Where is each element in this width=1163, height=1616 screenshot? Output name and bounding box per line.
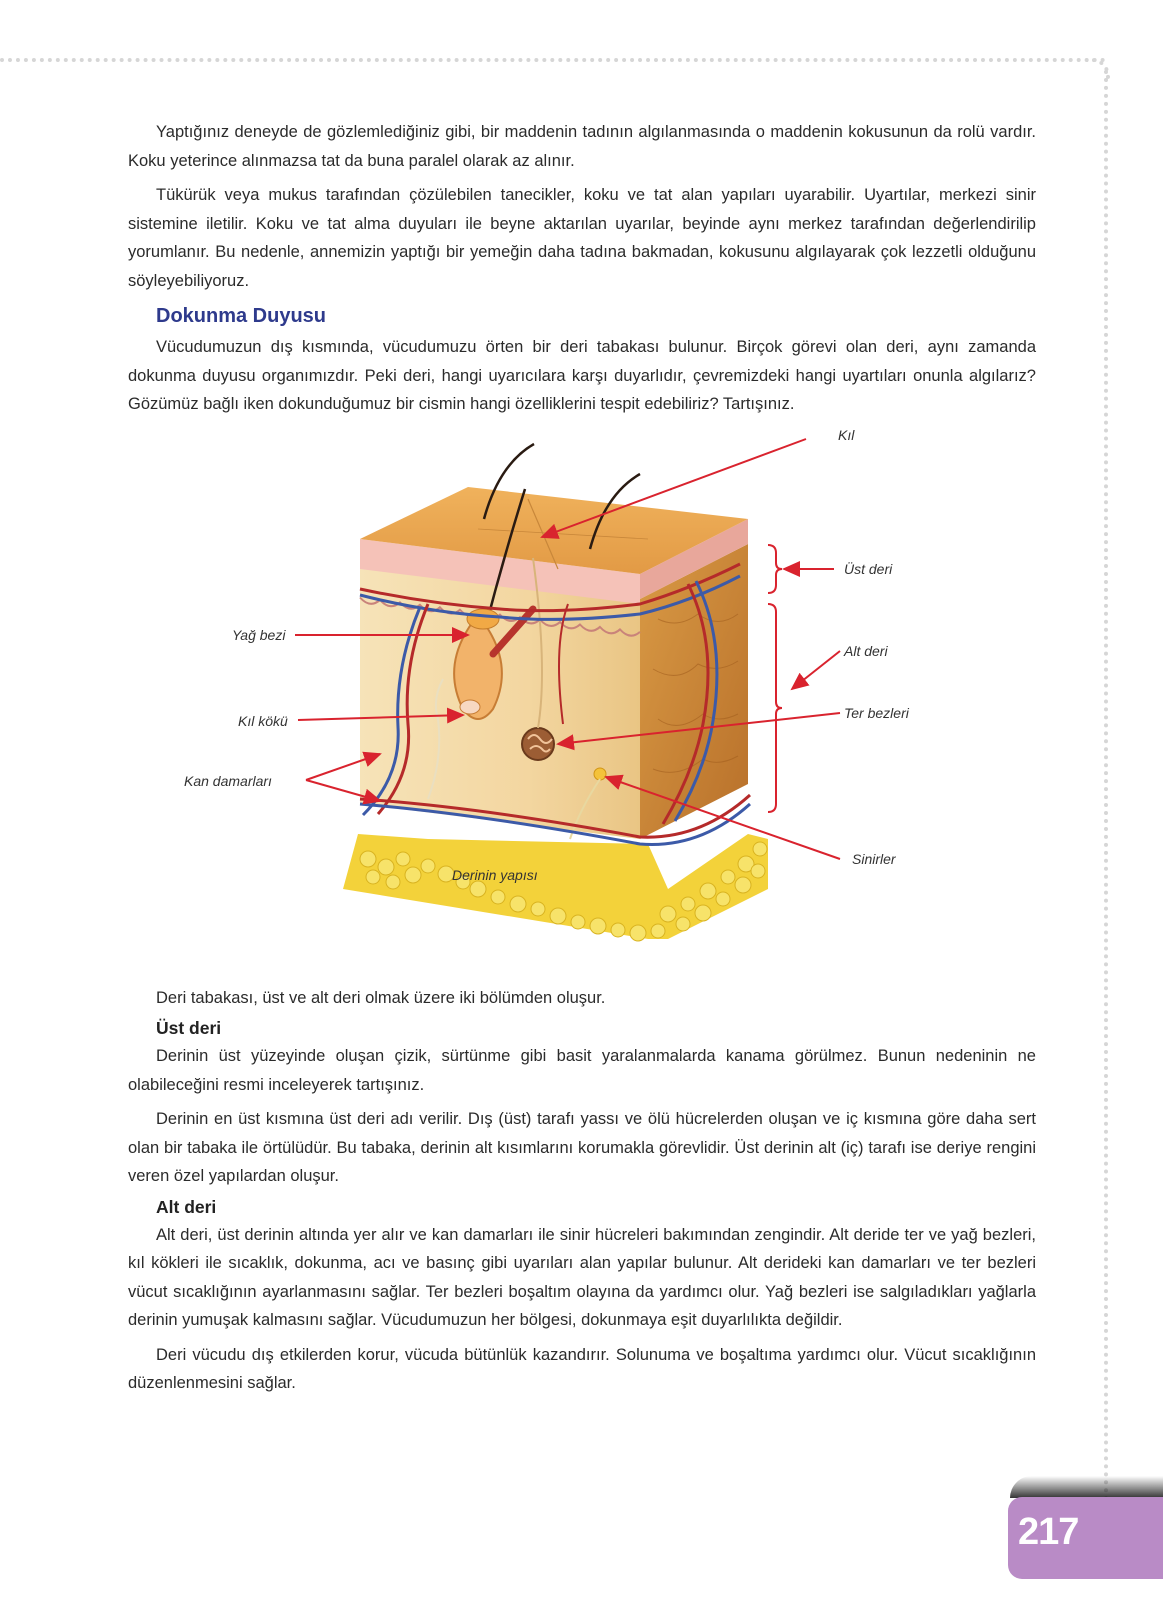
paragraph-stimuli: Tükürük veya mukus tarafından çözülebilen tanecikler, koku ve tat alan yapıları uyarabilir. Uyartılar, merkezi sinir sistemine iletilir. Koku ve tat alma duyuları ile beyne aktarılan uyarılar, beyinde aynı merkez tarafından değerlendirilip yorumlanır. Bu nedenle, annemizin yaptığı bir yemeğin daha tadına bakmadan, kokusunu algılayarak çok lezzetli olduğunu söyleyebiliyoruz.: [128, 186, 1036, 290]
nerve-ending: [594, 768, 606, 780]
page-tab-shadow: [1010, 1476, 1163, 1498]
arrow-alt-deri: [792, 651, 840, 689]
skin-structure-figure: [128, 419, 1036, 984]
page-content: [128, 118, 1036, 1398]
subheading-alt-deri: Alt deri: [156, 1196, 217, 1217]
label-kil: Kıl: [838, 426, 855, 443]
paragraph-two-layers: Deri tabakası, üst ve alt deri olmak üzere iki bölümden oluşur.: [156, 988, 606, 1007]
label-kil-koku: Kıl kökü: [238, 712, 288, 729]
paragraph-dokunma: Vücudumuzun dış kısmında, vücudumuzu örten bir deri tabakası bulunur. Birçok görevi olan deri, aynı zamanda dokunma duyusu organımızdır. Peki deri, hangi uyarıcılara karşı duyarlıdır, çevremizdeki hangi uyartıları onunla algılarız? Gözümüz bağlı iken dokunduğumuz bir cismin hangi özelliklerini tespit edebiliriz? Tartışınız.: [128, 338, 1036, 413]
figure-caption: Derinin yapısı: [452, 866, 538, 883]
paragraph-taste-smell: Yaptığınız deneyde de gözlemlediğiniz gibi, bir maddenin tadının algılanmasında o maddenin kokusunun da rolü vardır. Koku yeterince alınmazsa tat da buna paralel olarak az alınır.: [128, 123, 1036, 170]
layer-brackets: [768, 545, 782, 812]
page-border-right: [1104, 70, 1108, 1510]
paragraph-alt-deri-2: Deri vücudu dış etkilerden korur, vücuda bütünlük kazandırır. Solunuma ve boşaltıma yardımcı olur. Vücut sıcaklığının düzenlenmesini sağlar.: [128, 1345, 1036, 1392]
paragraph-alt-deri-1: Alt deri, üst derinin altında yer alır ve kan damarları ile sinir hücreleri bakımından zengindir. Alt deride ter ve yağ bezleri, kıl kökleri ile sıcaklık, dokunma, acı ve basınç gibi uyarıları alan yapılar bulunur. Alt derideki kan damarları ve ter bezleri vücut sıcaklığının ayarlanmasını sağlar. Ter bezleri boşaltım olayına da yardımcı olur. Yağ bezleri ise salgıladıkları yağlarla derinin yumuşak kalmasını sağlar. Vücudumuzun her bölgesi, dokunmaya eşit duyarlılıkta değildir.: [128, 1225, 1036, 1329]
fat-layer: [343, 834, 768, 941]
oil-gland: [467, 609, 499, 629]
label-ust-deri: Üst deri: [844, 560, 893, 577]
label-alt-deri: Alt deri: [844, 642, 888, 659]
paragraph-ust-deri-2: Derinin en üst kısmına üst deri adı verilir. Dış (üst) tarafı yassı ve ölü hücrelerden oluşan ve iç kısmına göre daha sert olan bir tabaka ile örtülüdür. Bu tabaka, derinin alt kısımlarını korumakla görevlidir. Üst derinin alt (iç) tarafı ise deriye rengini veren özel yapılardan oluşur.: [128, 1110, 1036, 1185]
label-sinirler: Sinirler: [852, 850, 896, 867]
subheading-ust-deri: Üst deri: [156, 1018, 222, 1038]
paragraph-ust-deri-1: Derinin üst yüzeyinde oluşan çizik, sürtünme gibi basit yaralanmalarda kanama görülmez. Bunun nedeninin ne olabileceğini resmi inceleyerek tartışınız.: [128, 1047, 1036, 1094]
skin-diagram: [128, 419, 1036, 984]
section-title-dokunma: Dokunma Duyusu: [156, 305, 327, 327]
page-number: 217: [1018, 1511, 1079, 1553]
label-ter-bezleri: Ter bezleri: [844, 704, 909, 721]
label-kan-damarlari: Kan damarları: [184, 772, 272, 789]
label-yag-bezi: Yağ bezi: [232, 626, 286, 643]
page-border-top: [0, 58, 1106, 62]
